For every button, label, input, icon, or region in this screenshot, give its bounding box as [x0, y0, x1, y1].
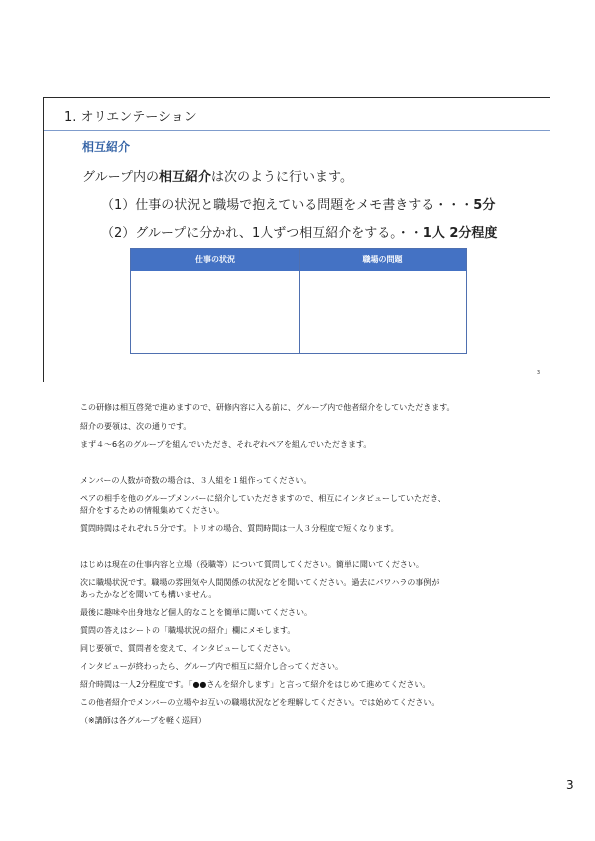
note-line: はじめは現在の仕事内容と立場（役職等）について質問してください。簡単に聞いてください。	[80, 560, 424, 569]
sheet-column-workplace-problems: 職場の問題	[362, 255, 403, 264]
slide-step-2	[101, 222, 497, 241]
note-line: 同じ要領で、質問者を変えて、インタビューしてください。	[80, 644, 296, 653]
step1-text: （1）仕事の状況と職場で抱えている問題をメモ書きする・・・	[101, 198, 474, 213]
note-line: 紹介をするための情報集めてください。	[80, 506, 224, 515]
slide-heading: 相互紹介	[82, 140, 131, 154]
memo-sheet-table	[130, 248, 467, 354]
note-line: 次に職場状況です。職場の雰囲気や人間関係の状況などを聞いてください。過去にパワハラの事例が	[80, 578, 440, 587]
note-line: あったかなどを聞いても構いません。	[80, 590, 217, 599]
slide-page-number: 3	[536, 370, 540, 376]
step1-bold: 5分	[473, 198, 496, 213]
slide	[43, 97, 550, 382]
page-number: 3	[566, 778, 574, 792]
sheet-column-work-status: 仕事の状況	[195, 255, 235, 264]
note-line: まず４～6名のグループを組んでいただき、それぞれペアを組んでいただきます。	[80, 440, 372, 449]
lead-bold: 相互紹介	[158, 170, 211, 185]
step2-text: （2）グループに分かれ、1人ずつ相互紹介をする。・・	[101, 226, 423, 241]
note-line: インタビューが終わったら、グループ内で相互に紹介し合ってください。	[80, 662, 343, 671]
step2-bold: 1人 2分程度	[422, 226, 498, 241]
note-line: 紹介時間は一人2分程度です。「●●さんを紹介します」と言って紹介をはじめて進めてください。	[80, 680, 431, 689]
slide-lead	[82, 166, 353, 185]
note-line: （※講師は各グループを軽く巡回）	[80, 716, 207, 725]
note-line: 紹介の要領は、次の通りです。	[80, 422, 192, 431]
note-line: 質問時間はそれぞれ５分です。トリオの場合、質問時間は一人３分程度で短くなります。	[80, 524, 399, 533]
slide-step-1	[101, 194, 495, 213]
note-line: 最後に趣味や出身地など個人的なことを簡単に聞いてください。	[80, 608, 312, 617]
slide-header	[44, 98, 550, 131]
note-line: この研修は相互啓発で進めますので、研修内容に入る前に、グループ内で他者紹介をしていただきます。	[80, 403, 455, 412]
note-line: ペアの相手を他のグループメンバーに紹介していただきますので、相互にインタビューしていただき、	[80, 494, 446, 503]
note-line: この他者紹介でメンバーの立場やお互いの職場状況などを理解してください。では始めてください。	[80, 698, 440, 707]
lead-prefix: グループ内の	[82, 170, 159, 185]
note-line: メンバーの人数が奇数の場合は、３人組を１組作ってください。	[80, 476, 312, 485]
slide-title: 1. オリエンテーション	[64, 110, 197, 125]
sheet-divider	[299, 249, 300, 353]
note-line: 質問の答えはシートの「職場状況の紹介」欄にメモします。	[80, 626, 296, 635]
lead-suffix: は次のように行います。	[210, 170, 353, 185]
